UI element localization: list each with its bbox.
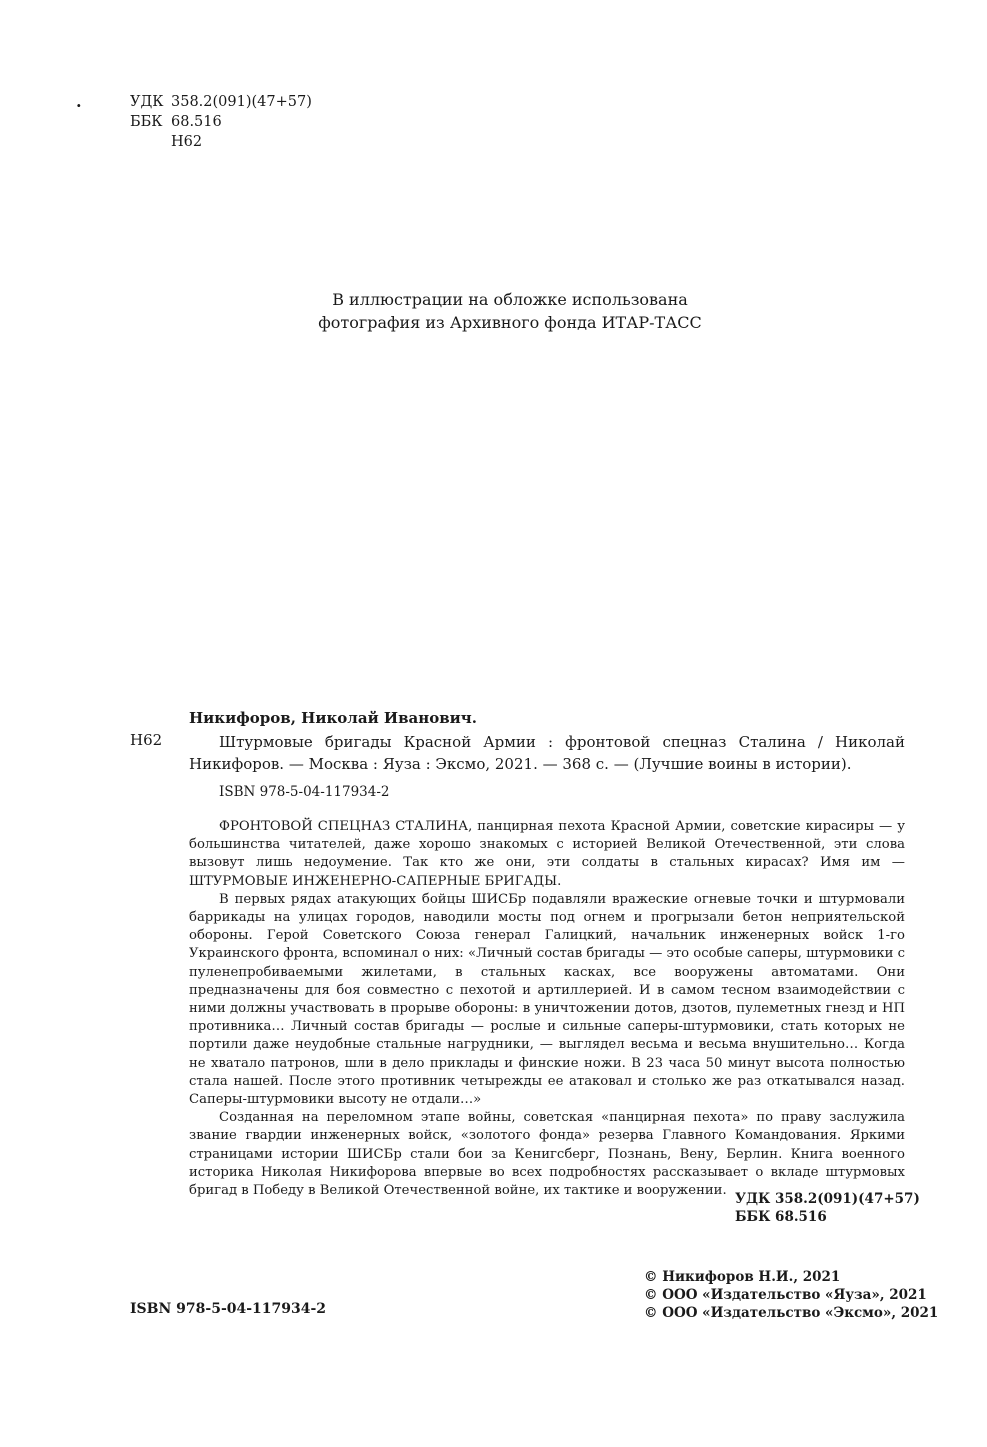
margin-mark: . (76, 92, 82, 111)
classification-block (130, 92, 312, 152)
udk-code: УДК 358.2(091)(47+57) (735, 1191, 920, 1207)
abstract (189, 818, 905, 1200)
abstract-paragraph: Созданная на переломном этапе войны, советская «панцирная пехота» по праву заслужила звание гвардии инженерных войск, «золотого фонда» резерва Главного Командования. Яркими страницами истории ШИСБр стали бои за Кенигсберг, Познань, Вену, Берлин. Книга военного историка Николая Никифорова впервые во всех подробностях рассказывает о вкладе штурмовых бригад в Победу в Великой Отечественной войне, их тактике и вооружении. (189, 1110, 905, 1199)
copyright-line: © ООО «Издательство «Яуза», 2021 (644, 1287, 927, 1303)
cover-note-line: фотография из Архивного фонда ИТАР-ТАСС (318, 313, 702, 332)
isbn-bottom: ISBN 978-5-04-117934-2 (130, 1301, 327, 1317)
cover-note-line: В иллюстрации на обложке использована (332, 290, 688, 309)
copyright-line: © Никифоров Н.И., 2021 (644, 1269, 841, 1285)
author-mark: Н62 (171, 134, 203, 150)
copyright-block (644, 1268, 938, 1322)
abstract-paragraph: ФРОНТОВОЙ СПЕЦНАЗ СТАЛИНА, панцирная пехота Красной Армии, советские кирасиры — у большинства читателей, даже хорошо знакомых с историей Великой Отечественной, эти слова вызовут лишь недоумение. Так кто же они, эти солдаты в стальных кирасах? Имя им — ШТУРМОВЫЕ ИНЖЕНЕРНО-САПЕРНЫЕ БРИГАДЫ. (189, 819, 905, 889)
author-code: Н62 (130, 731, 163, 749)
isbn: ISBN 978-5-04-117934-2 (219, 784, 390, 800)
copyright-line: © ООО «Издательство «Эксмо», 2021 (644, 1305, 939, 1321)
udk-label: УДК (130, 94, 164, 110)
bbk-code: ББК 68.516 (735, 1209, 827, 1225)
bbk-label: ББК (130, 114, 163, 130)
cover-illustration-note (300, 288, 720, 334)
udk-value: 358.2(091)(47+57) (171, 94, 312, 110)
bbk-value: 68.516 (171, 114, 222, 130)
author-name: Никифоров, Николай Иванович. (189, 709, 477, 727)
bibliographic-record: Штурмовые бригады Красной Армии : фронтовой спецназ Сталина / Николай Никифоров. — Москва : Яуза : Эксмо, 2021. — 368 с. — (Лучшие воины в истории). (189, 733, 905, 773)
index-codes (735, 1190, 920, 1226)
abstract-paragraph: В первых рядах атакующих бойцы ШИСБр подавляли вражеские огневые точки и штурмовали баррикады на улицах городов, наводили мосты под огнем и прогрызали бетон неприятельской обороны. Герой Советского Союза генерал Галицкий, начальник инженерных войск 1-го Украинского фронта, вспоминал о них: «Личный состав бригады — это особые саперы, штурмовики с пуленепробиваемыми жилетами, в стальных касках, все вооружены автоматами. Они предназначены для боя совместно с пехотой и артиллерией. И в самом тесном взаимодействии с ними должны участвовать в прорыве обороны: в уничтожении дотов, дзотов, пулеметных гнезд и НП противника… Личный состав бригады — рослые и сильные саперы-штурмовики, стать которых не портили даже неудобные стальные нагрудники, — выглядел весьма и весьма внушительно… Когда не хватало патронов, шли в дело приклады и финские ножи. В 23 часа 50 минут высота полностью стала нашей. После этого противник четырежды ее атаковал и столько же раз откатывался назад. Саперы-штурмовики высоту не отдали…» (189, 891, 905, 1108)
